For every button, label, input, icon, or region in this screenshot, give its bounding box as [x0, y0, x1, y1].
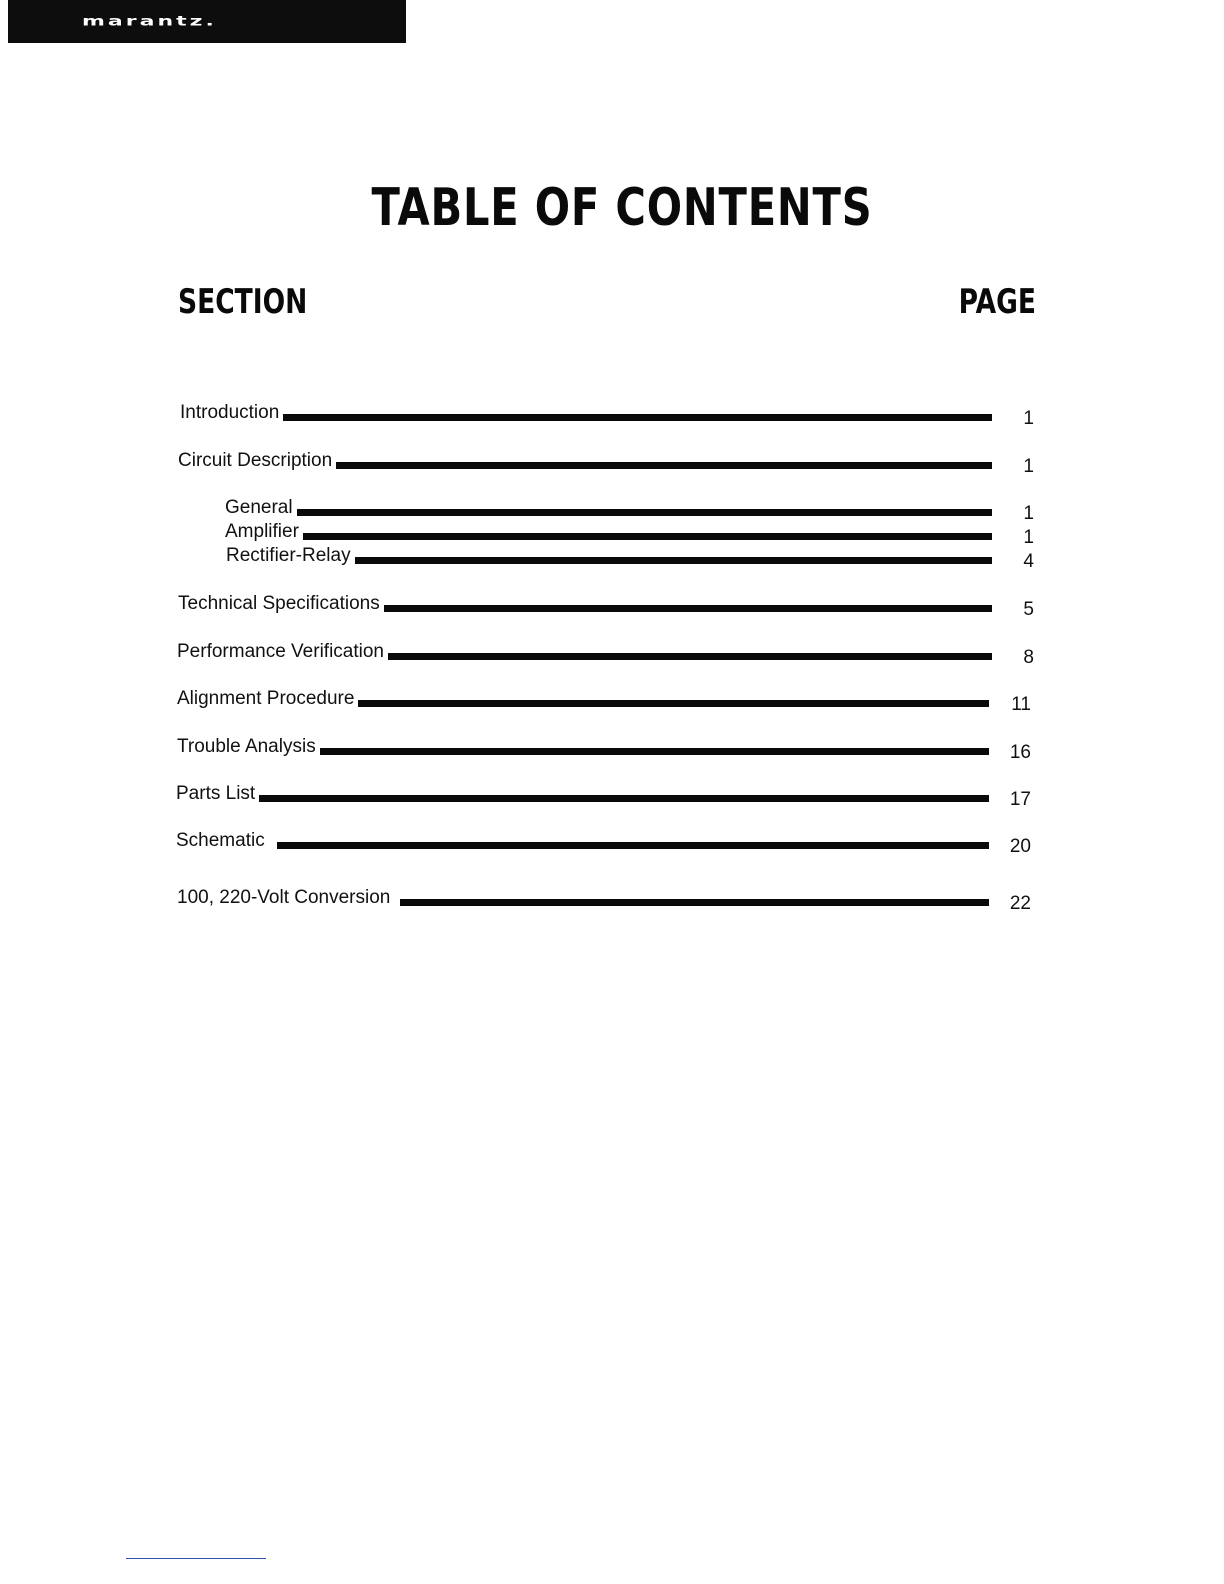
toc-entry-trouble-analysis[interactable]	[177, 732, 1031, 763]
toc-entry-page: 20	[1009, 836, 1031, 857]
toc-entry-page: 1	[1023, 527, 1034, 548]
toc-entry-label: Technical Specifications	[178, 593, 380, 614]
toc-entry-label: Rectifier-Relay	[226, 545, 351, 566]
toc-entry-parts-list[interactable]	[176, 779, 1031, 810]
toc-entry-page: 16	[1009, 742, 1031, 763]
toc-entry-alignment-procedure[interactable]	[177, 684, 1031, 715]
toc-entry-label: 100, 220-Volt Conversion	[177, 887, 391, 908]
toc-entry-rectifier-relay[interactable]	[226, 541, 1034, 572]
toc-entry-performance-verification[interactable]	[177, 637, 1034, 668]
toc-leader-line	[384, 605, 992, 612]
toc-entry-page: 8	[1023, 647, 1034, 668]
toc-entry-page: 1	[1023, 408, 1034, 429]
toc-leader-line	[388, 653, 992, 660]
toc-entry-label: Parts List	[176, 783, 256, 804]
page-title: TABLE OF CONTENTS	[371, 178, 873, 238]
toc-leader-line	[303, 533, 992, 540]
toc-leader-line	[355, 557, 992, 564]
toc-entry-page: 1	[1023, 456, 1034, 477]
toc-leader-line	[320, 748, 989, 755]
toc-entry-introduction[interactable]	[180, 398, 1034, 429]
brand-header-bar	[8, 0, 406, 43]
toc-entry-technical-specifications[interactable]	[178, 589, 1034, 620]
toc-entry-page: 5	[1023, 599, 1034, 620]
toc-leader-line	[259, 795, 989, 802]
toc-entry-label: Trouble Analysis	[177, 736, 316, 757]
toc-entry-amplifier[interactable]	[225, 517, 1034, 548]
toc-entry-general[interactable]	[225, 493, 1034, 524]
toc-entry-page: 17	[1009, 789, 1031, 810]
bottom-divider-line	[126, 1558, 266, 1559]
toc-entry-page: 1	[1023, 503, 1034, 524]
toc-entry-schematic[interactable]	[176, 826, 1031, 857]
toc-entry-label: Amplifier	[225, 521, 299, 542]
toc-leader-line	[358, 700, 989, 707]
toc-leader-line	[336, 462, 992, 469]
toc-entry-label: Circuit Description	[178, 450, 333, 471]
toc-entry-label: General	[225, 497, 293, 518]
toc-leader-line	[277, 842, 989, 849]
toc-entry-label: Schematic	[176, 830, 265, 851]
page-column-header: PAGE	[958, 282, 1036, 322]
toc-entry-label: Performance Verification	[177, 641, 384, 662]
toc-leader-line	[400, 899, 989, 906]
section-column-header: SECTION	[178, 282, 308, 322]
toc-entry-label: Introduction	[180, 402, 280, 423]
toc-entry-label: Alignment Procedure	[177, 688, 355, 709]
toc-entry-page: 11	[1011, 694, 1031, 715]
toc-leader-line	[283, 414, 992, 421]
toc-entry-circuit-description[interactable]	[178, 446, 1034, 477]
marantz-logo: marantz.	[82, 14, 217, 29]
toc-entry-volt-conversion[interactable]	[177, 883, 1031, 914]
toc-entry-page: 4	[1023, 551, 1034, 572]
toc-leader-line	[297, 509, 992, 516]
toc-entry-page: 22	[1009, 893, 1031, 914]
